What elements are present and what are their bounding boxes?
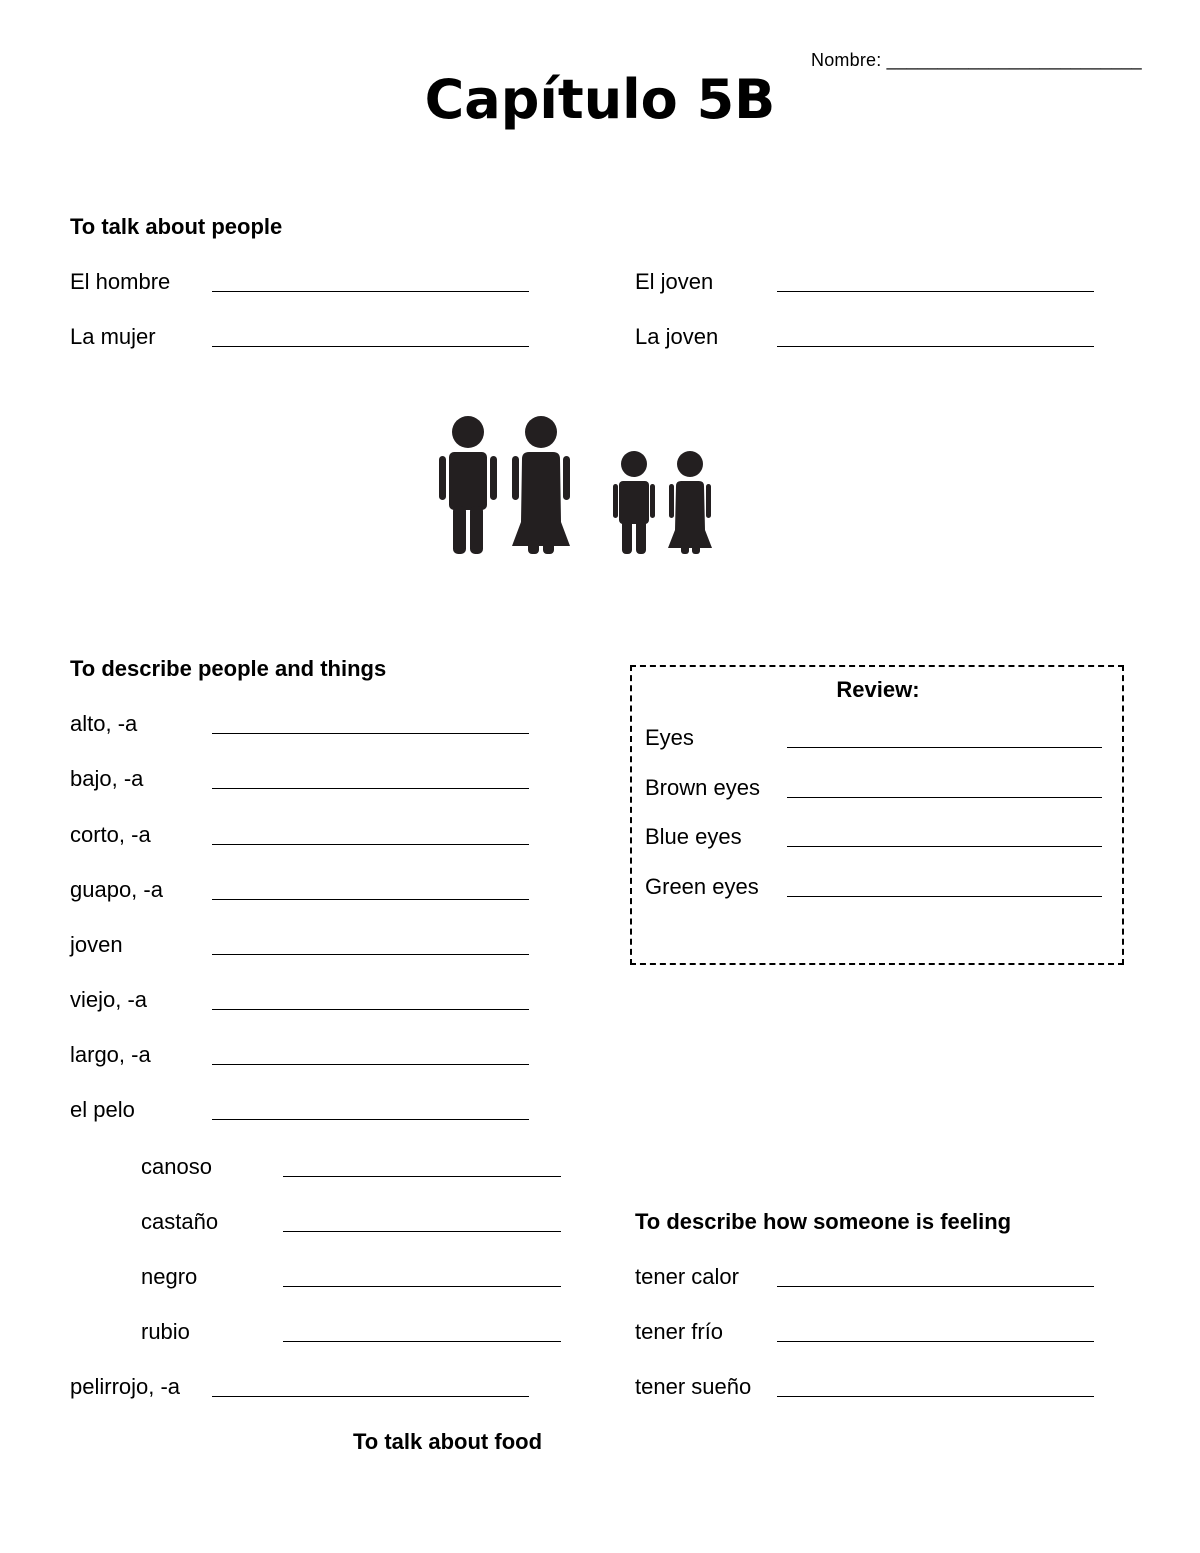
section-title-describe: To describe people and things: [70, 656, 387, 681]
answer-line[interactable]: [212, 899, 529, 900]
term-corto: corto, -a: [70, 822, 151, 847]
answer-line[interactable]: [212, 954, 529, 955]
answer-line[interactable]: [787, 797, 1102, 798]
answer-line[interactable]: [787, 747, 1102, 748]
answer-line[interactable]: [283, 1286, 561, 1287]
answer-line[interactable]: [787, 896, 1102, 897]
term-negro: negro: [141, 1264, 198, 1289]
term-rubio: rubio: [141, 1319, 190, 1344]
term-tener-sueno: tener sueño: [635, 1374, 752, 1399]
answer-line[interactable]: [283, 1341, 561, 1342]
answer-line[interactable]: [777, 1286, 1094, 1287]
term-brown-eyes: Brown eyes: [645, 775, 760, 800]
term-green-eyes: Green eyes: [645, 874, 759, 899]
answer-line[interactable]: [212, 733, 529, 734]
term-la-mujer: La mujer: [70, 324, 156, 349]
term-tener-calor: tener calor: [635, 1264, 739, 1289]
answer-line[interactable]: [283, 1231, 561, 1232]
answer-line[interactable]: [212, 1064, 529, 1065]
term-guapo: guapo, -a: [70, 877, 163, 902]
answer-line[interactable]: [777, 291, 1094, 292]
term-castano: castaño: [141, 1209, 219, 1234]
term-largo: largo, -a: [70, 1042, 151, 1067]
review-title: Review:: [836, 677, 920, 702]
answer-line[interactable]: [212, 1009, 529, 1010]
family-icon: [436, 412, 716, 558]
answer-line[interactable]: [212, 1119, 529, 1120]
term-la-joven: La joven: [635, 324, 719, 349]
answer-line[interactable]: [777, 346, 1094, 347]
name-field-label: Nombre: _________________________: [811, 50, 1142, 70]
term-pelirrojo: pelirrojo, -a: [70, 1374, 181, 1399]
term-eyes: Eyes: [645, 725, 694, 750]
answer-line[interactable]: [777, 1341, 1094, 1342]
answer-line[interactable]: [787, 846, 1102, 847]
term-bajo: bajo, -a: [70, 766, 144, 791]
section-title-food: To talk about food: [353, 1429, 543, 1454]
answer-line[interactable]: [212, 1396, 529, 1397]
term-el-hombre: El hombre: [70, 269, 171, 294]
term-tener-frio: tener frío: [635, 1319, 724, 1344]
term-el-pelo: el pelo: [70, 1097, 135, 1122]
term-joven: joven: [70, 932, 123, 957]
section-title-people: To talk about people: [70, 214, 283, 239]
section-title-feeling: To describe how someone is feeling: [635, 1209, 1012, 1234]
term-viejo: viejo, -a: [70, 987, 148, 1012]
answer-line[interactable]: [212, 844, 529, 845]
page-title: Capítulo 5B: [424, 68, 776, 131]
answer-line[interactable]: [212, 788, 529, 789]
review-box: [630, 665, 1124, 965]
answer-line[interactable]: [777, 1396, 1094, 1397]
answer-line[interactable]: [283, 1176, 561, 1177]
term-alto: alto, -a: [70, 711, 138, 736]
term-el-joven: El joven: [635, 269, 714, 294]
term-blue-eyes: Blue eyes: [645, 824, 742, 849]
term-canoso: canoso: [141, 1154, 212, 1179]
answer-line[interactable]: [212, 346, 529, 347]
answer-line[interactable]: [212, 291, 529, 292]
